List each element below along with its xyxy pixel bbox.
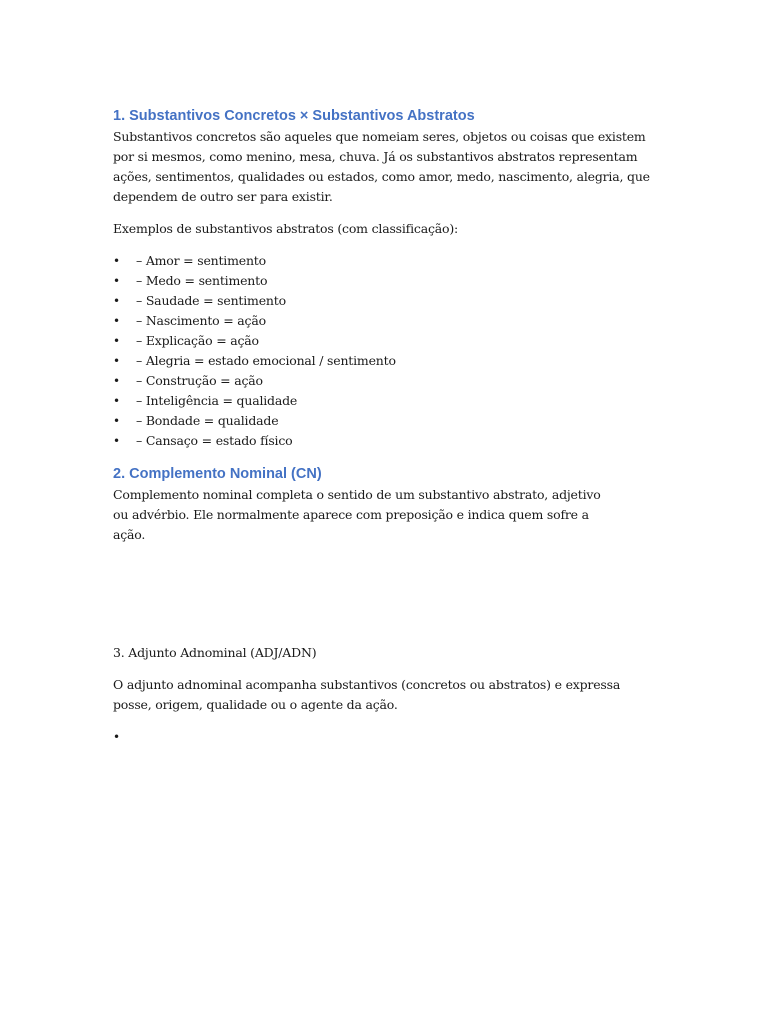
- section1-heading: 1. Substantivos Concretos × Substantivos Abstratos: [113, 108, 475, 124]
- list-item-text: – Bondade = qualidade: [136, 413, 279, 428]
- list-item: [113, 331, 658, 351]
- list-item: [113, 291, 658, 311]
- examples-intro: Exemplos de substantivos abstratos (com classificação):: [113, 221, 459, 236]
- list-item-text: – Alegria = estado emocional / sentimento: [136, 353, 396, 368]
- list-item: [113, 411, 658, 431]
- section2-heading: 2. Complemento Nominal (CN): [113, 466, 322, 482]
- list-item: [113, 431, 658, 451]
- bullet-icon: •: [113, 394, 120, 408]
- bullet-icon: •: [113, 354, 120, 368]
- list-item: [113, 251, 658, 271]
- bullet-icon: •: [113, 294, 120, 308]
- list-item-text: – Amor = sentimento: [136, 253, 266, 268]
- list-item-text: – Construção = ação: [136, 373, 263, 388]
- list-item-text: – Explicação = ação: [136, 333, 259, 348]
- bullet-icon: •: [113, 414, 120, 428]
- list-item: [113, 271, 658, 291]
- list-item-text: – Saudade = sentimento: [136, 293, 286, 308]
- section2-paragraph: Complemento nominal completa o sentido de um substantivo abstrato, adjetivo ou advérbio. Ele normalmente aparece com preposição e indica quem sofre a ação.: [113, 487, 601, 542]
- bullet-icon: •: [113, 374, 120, 388]
- bullet-icon: •: [113, 274, 120, 288]
- bullet-icon: •: [113, 254, 120, 268]
- list-item: [113, 351, 658, 371]
- document-content: [113, 106, 658, 747]
- section3-heading: 3. Adjunto Adnominal (ADJ/ADN): [113, 645, 317, 660]
- bullet-icon: •: [113, 434, 120, 448]
- list-item: [113, 391, 658, 411]
- empty-bullet-icon: •: [113, 730, 121, 744]
- section1-paragraph: Substantivos concretos são aqueles que nomeiam seres, objetos ou coisas que existem por si mesmos, como menino, mesa, chuva. Já os substantivos abstratos representam ações, sentimentos, qualidades ou estados, como amor, medo, nascimento, alegria, que dependem de outro ser para existir.: [113, 129, 650, 204]
- examples-list: [113, 251, 658, 451]
- list-item: [113, 371, 658, 391]
- bullet-icon: •: [113, 314, 120, 328]
- list-item-text: – Cansaço = estado físico: [136, 433, 293, 448]
- list-item-text: – Inteligência = qualidade: [136, 393, 298, 408]
- list-item: [113, 311, 658, 331]
- section3-paragraph: O adjunto adnominal acompanha substantivos (concretos ou abstratos) e expressa posse, origem, qualidade ou o agente da ação.: [113, 677, 621, 712]
- bullet-icon: •: [113, 334, 120, 348]
- list-item-text: – Nascimento = ação: [136, 313, 266, 328]
- list-item-text: – Medo = sentimento: [136, 273, 268, 288]
